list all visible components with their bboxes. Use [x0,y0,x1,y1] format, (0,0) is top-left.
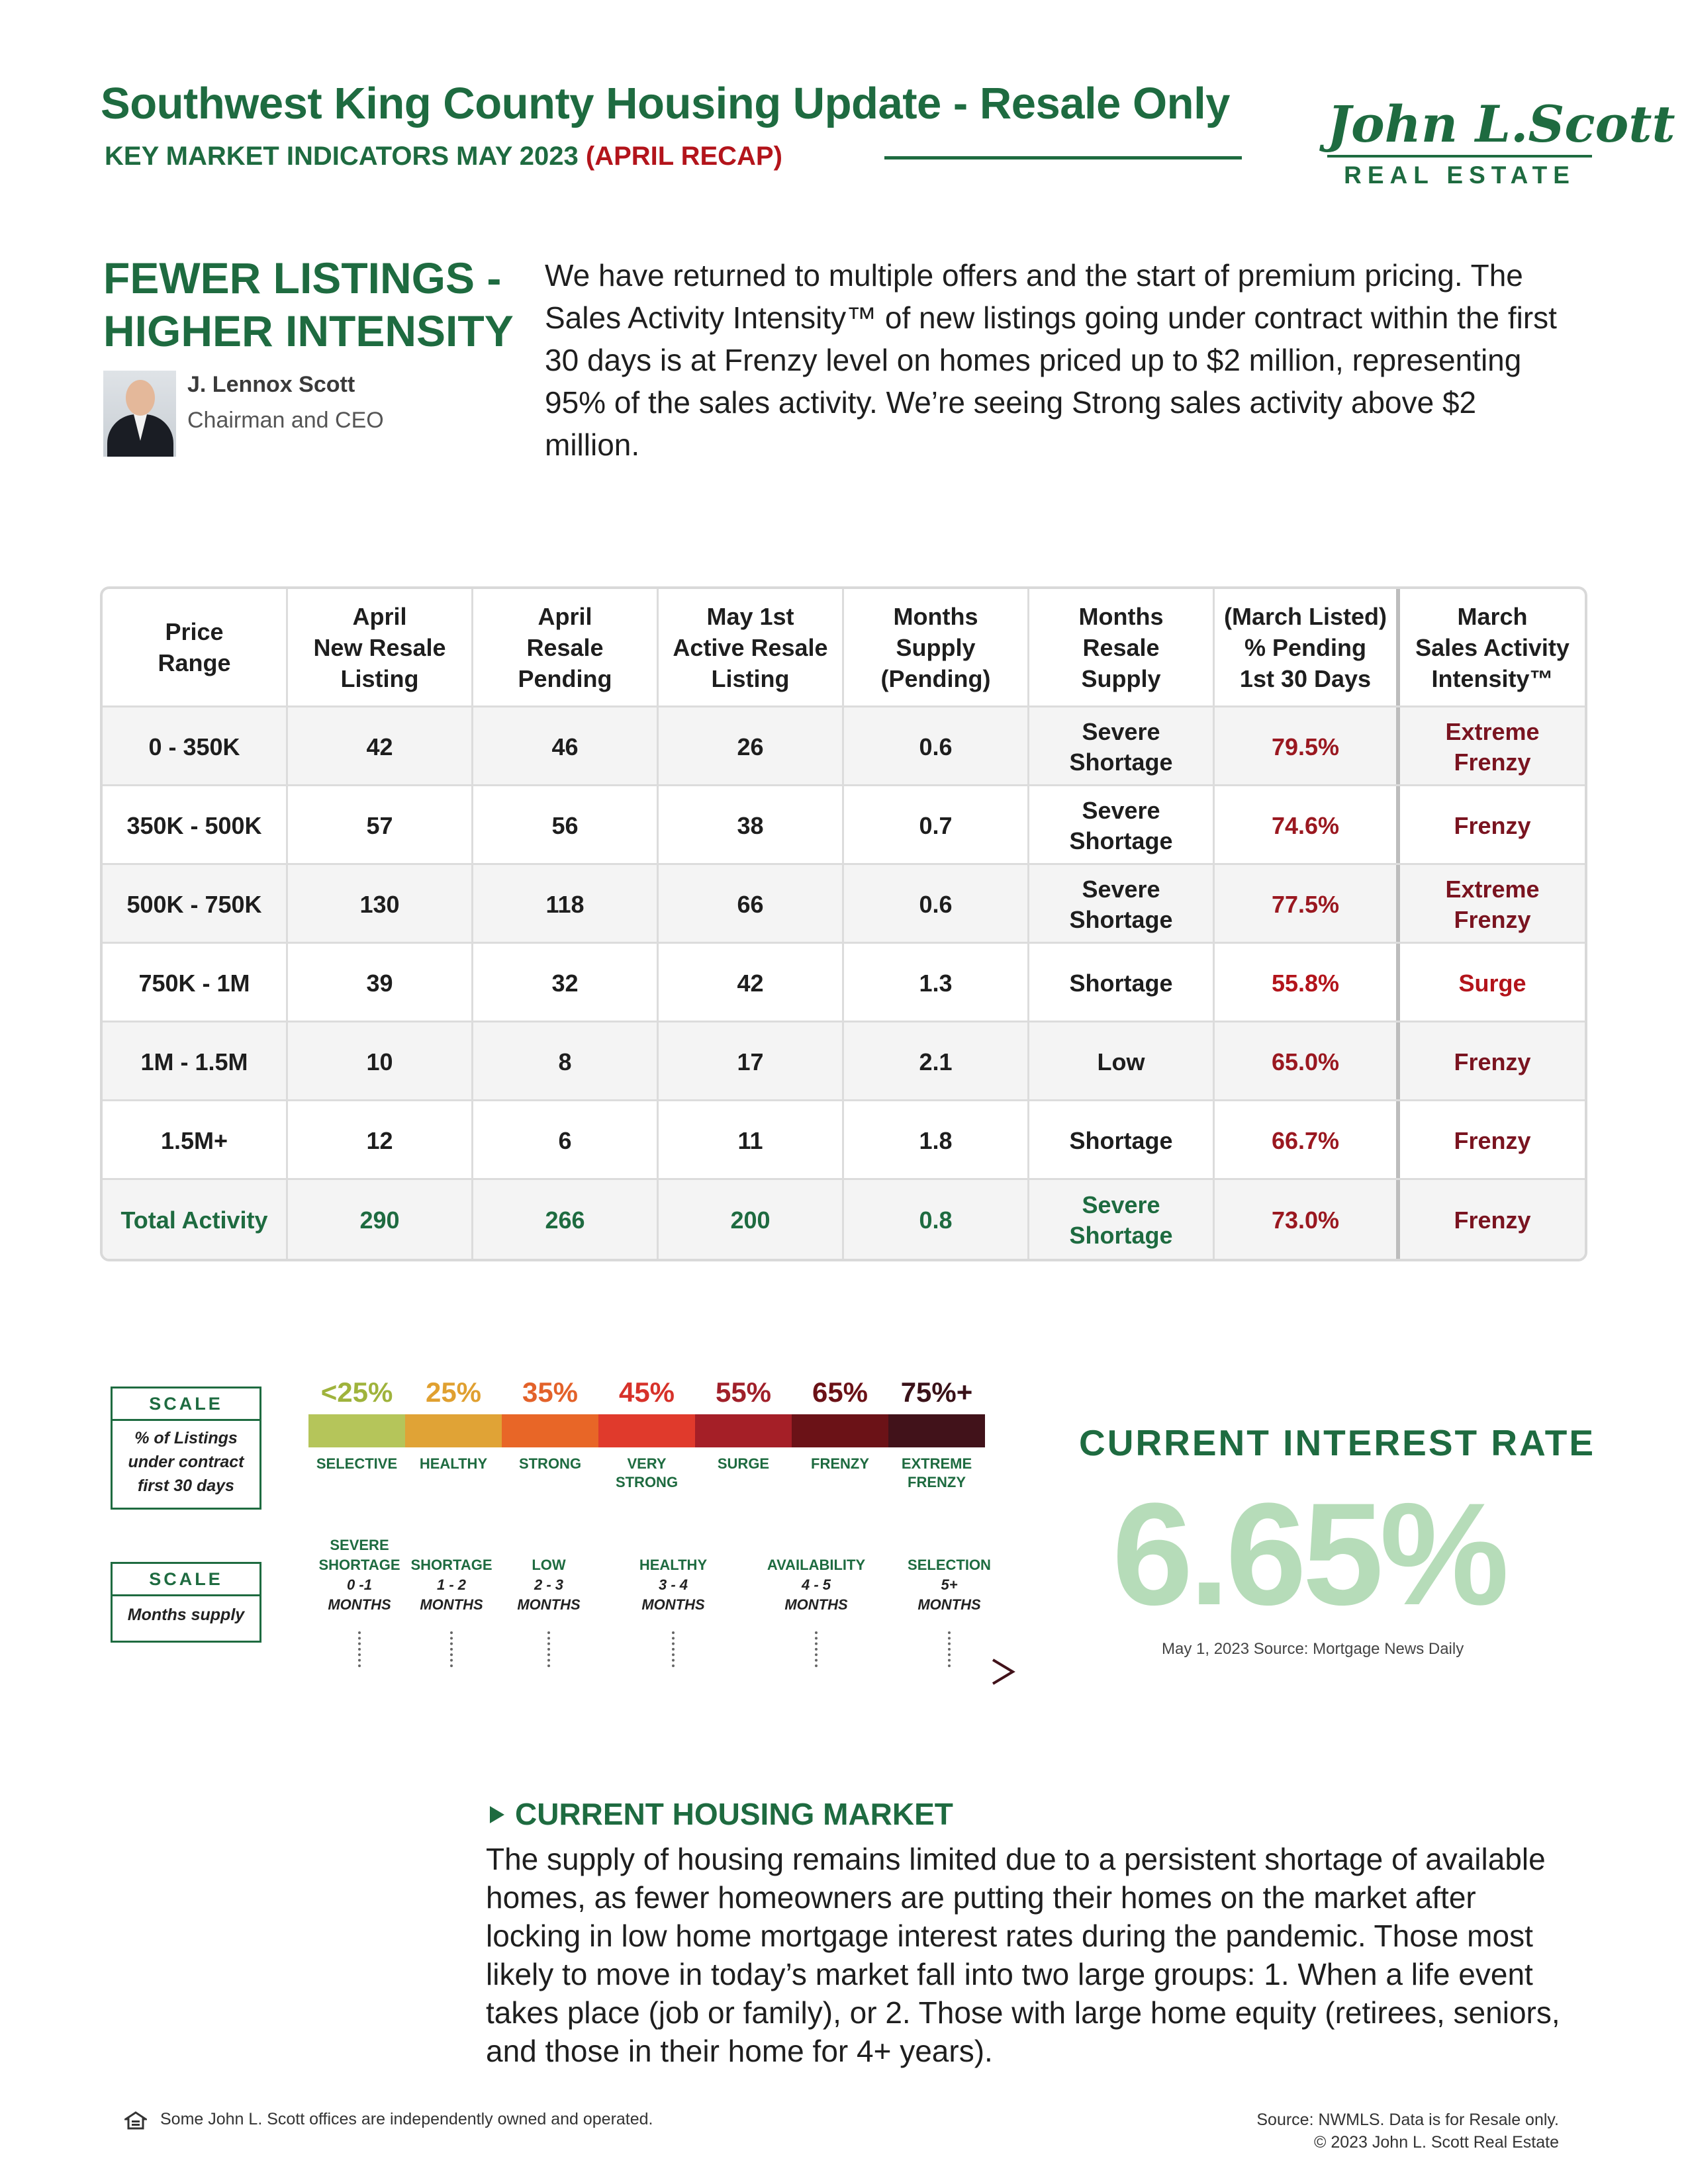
table-cell-supply-pending [844,1023,1029,1101]
cell-line: Extreme [1445,875,1540,903]
headline-line-2: HIGHER INTENSITY [103,306,514,355]
cell-text: 73.0% [1271,1206,1340,1234]
column-header [288,589,473,705]
cell-line: Shortage [1069,1126,1173,1154]
scale-color-segment [598,1414,695,1447]
cell-text: Total Activity [120,1206,268,1234]
table-cell-supply-pending [844,1180,1029,1261]
supply-scale-label [617,1555,729,1575]
column-header [844,589,1029,705]
company-logo [1327,95,1675,189]
cell-text [1069,717,1172,778]
cell-text: 57 [366,811,393,839]
table-cell-pct [1215,1180,1400,1261]
triangle-bullet-icon [490,1806,504,1823]
table-cell-pending [473,1023,659,1101]
cell-text [1454,1047,1530,1077]
cell-text: 500K - 750K [126,890,262,918]
table-cell-active [659,1180,844,1261]
table-cell-supply [1029,1101,1215,1180]
cell-line: Low [1097,1048,1145,1075]
table-total-row [103,1178,1585,1261]
cell-text [1069,1126,1172,1156]
market-paragraph: The supply of housing remains limited due to a persistent shortage of available homes, as fewer homeowners are putting their homes on the market after locking in low home mortgage interest rates during the pandemic. Those most likely to move in today’s market fall into two large groups: 1. When a life event takes place (job or family), or 2. Those with large home equity (retirees, seniors, and those in their home for 4+ years). [486,1842,1560,2068]
table-cell-range [103,1023,288,1101]
table-cell-pct [1215,865,1400,944]
table-cell-pending [473,1101,659,1180]
supply-scale-item [617,1555,729,1615]
scale-percent-label: <25% [320,1377,393,1408]
cell-line: Shortage [1069,905,1173,933]
table-cell-new [288,1023,473,1101]
cell-text [1069,1190,1172,1251]
cell-text: 350K - 500K [126,811,262,839]
table-cell-int [1400,786,1585,865]
title-divider [884,156,1242,159]
supply-scale-label [492,1555,605,1575]
supply-scale-item [492,1555,605,1615]
column-header-line: % Pending [1244,633,1366,661]
column-header-text [313,601,445,694]
scale-segment-label-line: EXTREME [901,1455,972,1472]
logo-tagline: REAL ESTATE [1344,161,1575,189]
table-row [103,942,1585,1023]
table-cell-int [1400,865,1585,944]
scale-desc-line: % of Listings [134,1429,238,1447]
scale-box-supply [111,1562,261,1643]
supply-scale-range-line: 5+ [941,1576,958,1593]
table-cell-active [659,1023,844,1101]
author-photo [103,371,176,457]
table-cell-range [103,1180,288,1261]
cell-line: Severe [1082,717,1160,745]
cell-line: Severe [1082,875,1160,903]
cell-text: 2.1 [919,1048,953,1075]
scale-color-segment [695,1414,792,1447]
supply-scale-label-line: SELECTION [908,1557,991,1573]
table-row [103,1099,1585,1180]
scale-segment-label [695,1455,792,1473]
table-cell-active [659,707,844,786]
supply-scale-range-line: 2 - 3 [534,1576,564,1593]
logo-divider [1327,155,1592,158]
column-header-line: Range [158,649,231,676]
supply-scale-range-line: MONTHS [917,1596,981,1613]
table-row [103,1021,1585,1101]
table-cell-supply [1029,944,1215,1023]
footer-source [1125,2109,1559,2154]
table-cell-supply [1029,1180,1215,1261]
scale-color-segment [308,1414,405,1447]
cell-text: 11 [737,1126,763,1154]
scale-percent-label: 45% [618,1377,675,1408]
table-cell-active [659,786,844,865]
cell-text [1445,874,1539,935]
column-header-line: April [352,602,407,630]
supply-arrow [316,1655,1018,1694]
supply-scale-range-line: 1 - 2 [436,1576,467,1593]
table-cell-pending [473,944,659,1023]
cell-text: 66 [737,890,764,918]
scale-description [113,1421,259,1498]
supply-scale-item [893,1555,1006,1615]
scale-description: Months supply [127,1606,245,1624]
column-header-line: May 1st [706,602,794,630]
column-header-line: Active Resale [673,633,828,661]
cell-text: 6 [558,1126,572,1154]
cell-text [1454,811,1530,841]
column-header-line: Listing [340,664,419,692]
supply-scale-range-line: MONTHS [641,1596,705,1613]
table-cell-pending [473,707,659,786]
column-header-line: Months [893,602,978,630]
market-section-title [490,1796,953,1832]
column-header-text [881,601,991,694]
cell-line: Extreme [1445,717,1540,745]
cell-text: 200 [730,1206,771,1234]
cell-line: Frenzy [1454,748,1531,776]
supply-scale-range [492,1575,605,1615]
scale-percent-label: 25% [425,1377,482,1408]
table-cell-new [288,707,473,786]
cell-text: 38 [737,811,764,839]
cell-line: Frenzy [1454,905,1531,933]
subtitle-main: KEY MARKET INDICATORS MAY 2023 [105,142,579,171]
supply-scale-label-line: HEALTHY [639,1557,708,1573]
table-cell-pct [1215,1023,1400,1101]
scale-box-listings [111,1387,261,1510]
supply-scale-range-line: MONTHS [420,1596,483,1613]
cell-text [1458,968,1526,999]
footer-source-line: Source: NWMLS. Data is for Resale only. [1256,2111,1559,2129]
interest-rate-value: 6.65% [1112,1473,1505,1635]
table-cell-supply [1029,707,1215,786]
author-role: Chairman and CEO [187,408,384,433]
table-cell-pending [473,786,659,865]
scale-title: SCALE [113,1564,259,1596]
cell-text: 26 [737,733,764,760]
table-cell-new [288,865,473,944]
table-row [103,784,1585,865]
table-cell-new [288,1180,473,1261]
cell-text [1069,968,1172,999]
column-header-line: Sales Activity [1415,633,1570,661]
cell-text: 0.6 [919,733,953,760]
cell-text: 1M - 1.5M [140,1048,248,1075]
table-cell-pct [1215,944,1400,1023]
table-cell-range [103,865,288,944]
supply-scale-range-line: 3 - 4 [658,1576,688,1593]
scale-percent-label: 35% [522,1377,579,1408]
column-header-line: Pending [518,664,612,692]
column-header-line: March [1457,602,1528,630]
table-cell-supply [1029,865,1215,944]
column-header-text [518,601,612,694]
table-cell-int [1400,1180,1585,1261]
headline-line-1: FEWER LISTINGS - [103,253,502,302]
scale-segment-label-line: STRONG [518,1455,582,1472]
column-header-line: Intensity™ [1431,664,1554,692]
supply-scale-range [893,1575,1006,1615]
supply-scale-label-line: SHORTAGE [318,1557,400,1573]
table-cell-supply-pending [844,707,1029,786]
cell-text: 74.6% [1271,811,1340,839]
column-header-line: Months [1078,602,1164,630]
column-header-line: (March Listed) [1223,602,1387,630]
equal-housing-icon [124,2111,147,2130]
supply-scale-label-line: SEVERE [330,1537,389,1553]
cell-text: 66.7% [1271,1126,1340,1154]
supply-scale-item [760,1555,872,1615]
cell-text: 750K - 1M [138,969,250,997]
column-header-line: Resale [526,633,604,661]
table-cell-supply [1029,786,1215,865]
subtitle-recap: (APRIL RECAP) [585,142,782,171]
supply-scale-range-line: 0 -1 [347,1576,372,1593]
headline [103,251,514,357]
scale-segment-label-line: SELECTIVE [316,1455,398,1472]
column-header [659,589,844,705]
scale-segment-label-line: HEALTHY [419,1455,488,1472]
scale-segment-label [308,1455,405,1473]
column-header-text [1415,601,1570,694]
cell-line: Shortage [1069,827,1173,854]
cell-text: 130 [359,890,400,918]
supply-scale-label-line: AVAILABILITY [767,1557,866,1573]
table-cell-pending [473,865,659,944]
cell-text: 42 [737,969,764,997]
supply-scale-range-line: MONTHS [328,1596,391,1613]
scale-segment-label [888,1455,985,1492]
scale-desc-line: under contract [128,1453,244,1471]
supply-scale-label-line: SHORTAGE [410,1557,492,1573]
market-table [100,586,1587,1261]
interest-rate-source: May 1, 2023 Source: Mortgage News Daily [1162,1640,1464,1658]
logo-wordmark: John L.Scott [1327,95,1675,154]
cell-text: 46 [551,733,579,760]
interest-rate-title: CURRENT INTEREST RATE [1079,1422,1596,1463]
column-header-text [1224,601,1387,694]
column-header [1029,589,1215,705]
scale-color-segment [792,1414,888,1447]
scale-segment-label-line: VERY [627,1455,667,1472]
supply-scale-range-line: MONTHS [784,1596,848,1613]
cell-text: 1.8 [919,1126,953,1154]
cell-text [1445,717,1539,778]
column-header-line: Resale [1082,633,1160,661]
column-header-text [1079,601,1164,694]
table-header-row [103,589,1585,705]
cell-line: Shortage [1069,748,1173,776]
market-title-text: CURRENT HOUSING MARKET [515,1797,953,1831]
cell-text: 17 [737,1048,764,1075]
cell-text: 0.8 [919,1206,953,1234]
cell-line: Frenzy [1454,1048,1531,1075]
column-header-line: Listing [711,664,790,692]
column-header [1400,589,1585,705]
scale-percent-label: 65% [812,1377,868,1408]
supply-scale-range [617,1575,729,1615]
cell-text: 0.7 [919,811,953,839]
cell-text: 10 [366,1048,393,1075]
table-cell-pct [1215,786,1400,865]
cell-text: 0.6 [919,890,953,918]
scale-segment-label [792,1455,888,1473]
cell-text: 1.3 [919,969,953,997]
column-header-line: Supply [1081,664,1161,692]
table-cell-pct [1215,1101,1400,1180]
supply-scale-range-line: MONTHS [517,1596,581,1613]
column-header-text [158,616,230,678]
supply-scale-label-line: LOW [532,1557,566,1573]
supply-scale-label [395,1555,508,1575]
cell-text [1454,1126,1530,1156]
table-row [103,863,1585,944]
column-header [1215,589,1400,705]
column-header-line: 1st 30 Days [1239,664,1372,692]
table-cell-range [103,786,288,865]
cell-line: Severe [1082,1191,1160,1218]
scale-segment-label [405,1455,502,1473]
table-row [103,705,1585,786]
supply-scale-label [893,1555,1006,1575]
author-name: J. Lennox Scott [187,372,355,397]
table-cell-new [288,786,473,865]
column-header-line: April [538,602,592,630]
table-cell-active [659,1101,844,1180]
supply-scale-label [760,1555,872,1575]
cell-text [1069,874,1172,935]
column-header [473,589,659,705]
cell-text: 0 - 350K [148,733,240,760]
cell-text: 12 [366,1126,393,1154]
cell-text: 32 [551,969,579,997]
scale-percent-label: 55% [715,1377,772,1408]
cell-line: Surge [1458,969,1526,997]
column-header-line: Supply [896,633,976,661]
footer-copyright: © 2023 John L. Scott Real Estate [1313,2133,1559,2152]
cell-line: Severe [1082,796,1160,824]
table-cell-supply-pending [844,786,1029,865]
cell-line: Frenzy [1454,1206,1531,1234]
cell-line: Shortage [1069,1222,1173,1249]
table-cell-new [288,944,473,1023]
cell-text: 65.0% [1271,1048,1340,1075]
column-header-line: Price [165,618,224,645]
cell-text [1098,1047,1145,1077]
cell-text: 8 [558,1048,572,1075]
table-cell-range [103,1101,288,1180]
scale-segment-label-line: FRENZY [811,1455,869,1472]
table-cell-pct [1215,707,1400,786]
cell-text: 55.8% [1271,969,1340,997]
scale-segment-label-line: SURGE [717,1455,770,1472]
column-header-text [673,601,827,694]
page-subtitle [105,142,782,171]
intro-paragraph: We have returned to multiple offers and the start of premium pricing. The Sales Activity Intensity™ of new listings going under contract within the first 30 days is at Frenzy level on homes priced up to $2 million, representing 95% of the sales activity. We’re seeing Strong sales activity above $2 million. [545,258,1557,462]
scale-title: SCALE [113,1388,259,1421]
scale-color-segment [888,1414,985,1447]
table-cell-supply-pending [844,1101,1029,1180]
table-cell-supply [1029,1023,1215,1101]
column-header-line: (Pending) [880,664,991,692]
table-cell-int [1400,944,1585,1023]
scale-segment-label-line: FRENZY [908,1474,966,1490]
cell-text: 39 [366,969,393,997]
cell-line: Frenzy [1454,811,1531,839]
cell-text: 118 [545,890,585,918]
cell-text: 56 [551,811,579,839]
scale-color-segment [502,1414,598,1447]
table-cell-int [1400,707,1585,786]
cell-line: Shortage [1069,969,1173,997]
supply-scale-range [395,1575,508,1615]
table-cell-range [103,944,288,1023]
table-cell-supply-pending [844,944,1029,1023]
supply-scale-range [760,1575,872,1615]
cell-text: 42 [366,733,393,760]
cell-text: 77.5% [1271,890,1340,918]
supply-scale-item [395,1555,508,1615]
scale-segment-label [598,1455,695,1492]
table-cell-supply-pending [844,865,1029,944]
table-cell-int [1400,1023,1585,1101]
cell-text: 1.5M+ [160,1126,228,1154]
cell-text: 290 [359,1206,400,1234]
cell-text: 266 [545,1206,585,1234]
cell-line: Frenzy [1454,1126,1531,1154]
footer-disclaimer: Some John L. Scott offices are independently owned and operated. [160,2110,653,2128]
supply-scale-range-line: 4 - 5 [801,1576,831,1593]
column-header-line: New Resale [313,633,446,661]
scale-segment-label-line: STRONG [615,1474,679,1490]
cell-text: 79.5% [1271,733,1340,760]
scale-segment-label [502,1455,598,1473]
column-header [103,589,288,705]
table-cell-int [1400,1101,1585,1180]
table-cell-range [103,707,288,786]
cell-text [1454,1205,1530,1236]
scale-percent-label: 75%+ [900,1377,973,1408]
scale-color-segment [405,1414,502,1447]
table-cell-active [659,865,844,944]
cell-text [1069,796,1172,856]
page-title: Southwest King County Housing Update - Resale Only [101,79,1230,128]
scale-desc-line: first 30 days [138,1477,234,1495]
table-cell-pending [473,1180,659,1261]
table-cell-active [659,944,844,1023]
table-cell-new [288,1101,473,1180]
